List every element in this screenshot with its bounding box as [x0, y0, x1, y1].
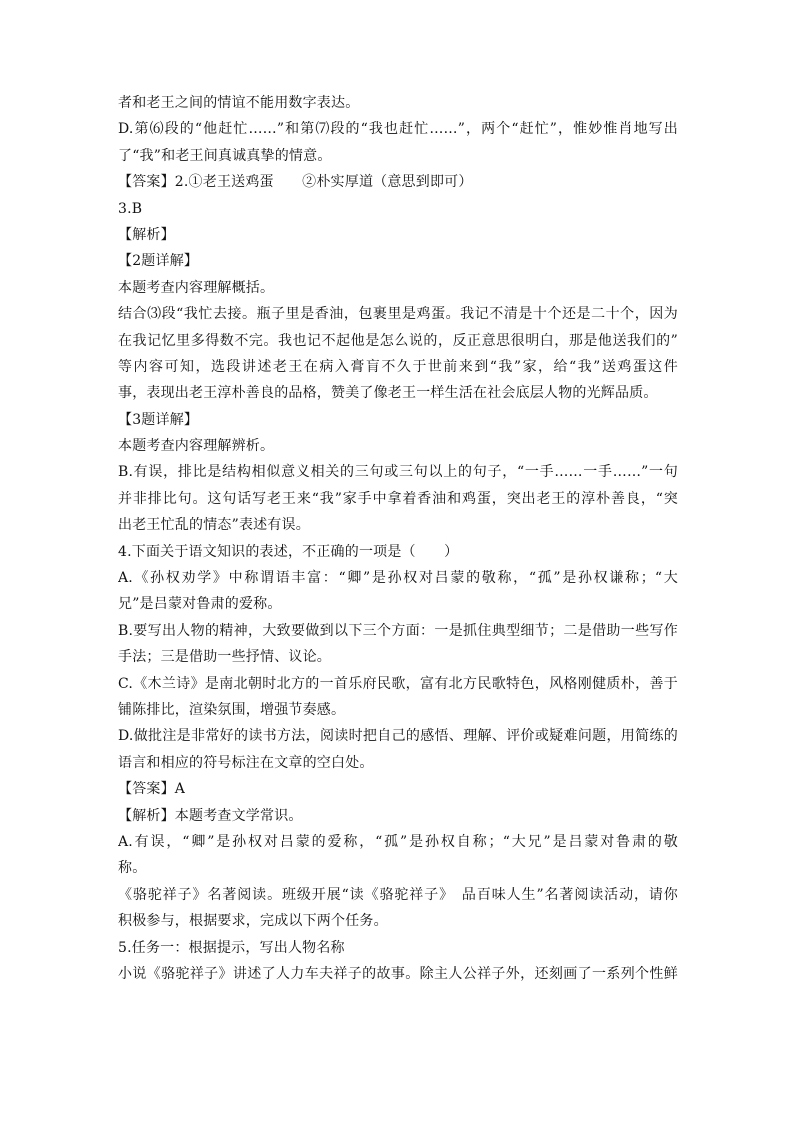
text-line: 事，表现出老王淳朴善良的品格，赞美了像老王一样生活在社会底层人物的光辉品质。 [118, 385, 658, 402]
text-line: 3.B [118, 200, 143, 217]
text-line: 【2题详解】 [118, 253, 199, 270]
text-line: B.有误，排比是结构相似意义相关的三句或三句以上的句子，“一手……一手……”一句 [118, 464, 678, 481]
text-line: 并非排比句。这句话写老王来“我”家手中拿着香油和鸡蛋，突出老王的淳朴善良，“突 [118, 490, 678, 507]
text-line: 5.任务一：根据提示，写出人物名称 [118, 939, 345, 956]
text-line: 本题考查内容理解概括。 [118, 279, 275, 296]
text-line: A.有误，“卿”是孙权对吕蒙的爱称，“孤”是孙权自称；“大兄”是吕蒙对鲁肃的敬 [118, 833, 678, 850]
document-page [118, 90, 678, 987]
text-line: 在我记忆里多得数不完。我也记不起他是怎么说的，反正意思很明白，那是他送我们的” [118, 332, 678, 349]
text-line: 本题考查内容理解辨析。 [118, 438, 275, 455]
text-line: 出老王忙乱的情态”表述有误。 [118, 517, 310, 534]
text-line: 手法；三是借助一些抒情、议论。 [118, 649, 331, 666]
text-line: 积极参与，根据要求，完成以下两个任务。 [118, 913, 388, 930]
text-line: C.《木兰诗》是南北朝时北方的一首乐府民歌，富有北方民歌特色，风格刚健质朴，善于 [118, 675, 678, 692]
text-line: 【解析】本题考查文学常识。 [118, 807, 303, 824]
text-line: 【答案】2.①老王送鸡蛋 ②朴实厚道（意思到即可） [118, 174, 473, 191]
text-line: 【解析】 [118, 226, 175, 243]
text-line: A.《孙权劝学》中称谓语丰富：“卿”是孙权对吕蒙的敬称，“孤”是孙权谦称；“大 [118, 570, 678, 587]
text-line: 《骆驼祥子》名著阅读。班级开展“读《骆驼祥子》 品百味人生”名著阅读活动，请你 [118, 886, 678, 903]
text-line: 4.下面关于语文知识的表述，不正确的一项是（ ） [118, 543, 459, 560]
text-line: D.第⑹段的“他赶忙……”和第⑺段的“我也赶忙……”，两个“赶忙”，惟妙惟肖地写出 [118, 121, 678, 138]
text-line: 者和老王之间的情谊不能用数字表达。 [118, 95, 360, 111]
text-line: 【3题详解】 [118, 411, 199, 428]
text-line: 结合⑶段“我忙去接。瓶子里是香油，包裹里是鸡蛋。我记不清是十个还是二十个，因为 [118, 306, 678, 323]
text-line: 等内容可知，选段讲述老王在病入膏肓不久于世前来到“我”家，给“我”送鸡蛋这件 [118, 358, 678, 375]
text-line: D.做批注是非常好的读书方法，阅读时把自己的感悟、理解、评价或疑难问题，用简练的 [118, 728, 678, 745]
text-line: 了“我”和老王间真诚真挚的情意。 [118, 147, 332, 164]
text-line: 称。 [118, 860, 147, 877]
text-line: 语言和相应的符号标注在文章的空白处。 [118, 754, 374, 771]
text-line: 【答案】A [118, 781, 186, 798]
text-line: 小说《骆驼祥子》讲述了人力车夫祥子的故事。除主人公祥子外，还刻画了一系列个性鲜 [118, 965, 678, 982]
text-line: 兄”是吕蒙对鲁肃的爱称。 [118, 596, 282, 613]
text-line: 铺陈排比，渲染氛围，增强节奏感。 [118, 701, 346, 718]
text-line: B.要写出人物的精神，大致要做到以下三个方面：一是抓住典型细节；二是借助一些写作 [118, 622, 678, 639]
